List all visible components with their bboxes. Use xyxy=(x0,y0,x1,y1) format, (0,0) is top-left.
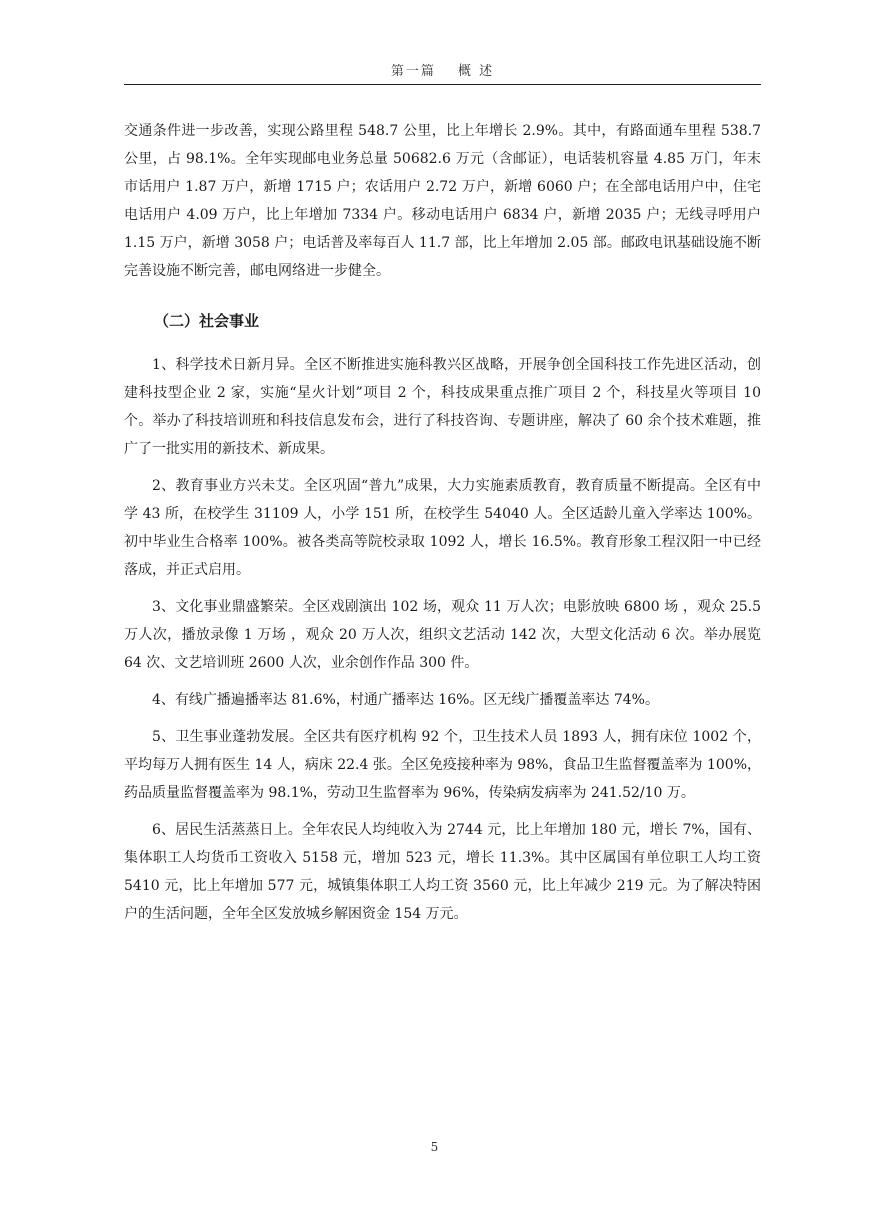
page-header xyxy=(124,62,761,85)
page-body xyxy=(124,117,761,928)
paragraph-broadcasting: 4、有线广播遍播率达 81.6%，村通广播率达 16%。区无线广播覆盖率达 74%。 xyxy=(152,692,659,708)
paragraph-health: 5、卫生事业蓬勃发展。全区共有医疗机构 92 个，卫生技术人员 1893 人，拥有床位 1002 个，平均每万人拥有医生 14 人，病床 22.4 张。全区免疫接种率为 98%，食品卫生监督覆盖率为 100%，药品质量监督覆盖率为 98.1%，劳动卫生监督率为 96%，传染病发病率为 241.52/10 万。 xyxy=(124,729,761,801)
paragraph-science: 1、科学技术日新月异。全区不断推进实施科教兴区战略，开展争创全国科技工作先进区活动，创建科技型企业 2 家，实施“星火计划”项目 2 个，科技成果重点推广项目 2 个，科技星火等项目 10 个。举办了科技培训班和科技信息发布会，进行了科技咨询、专题讲座，解决了 60 余个技术难题，推广了一批实用的新技术、新成果。 xyxy=(124,357,761,457)
header-part: 第一篇 xyxy=(390,64,436,79)
paragraph-livelihood: 6、居民生活蒸蒸日上。全年农民人均纯收入为 2744 元，比上年增加 180 元，增长 7%，国有、集体职工人均货币工资收入 5158 元，增加 523 元，增长 11.3%。其中区属国有单位职工人均工资 5410 元，比上年增加 577 元，城镇集体职工人均工资 3560 元，比上年减少 219 元。为了解决特困户的生活问题，全年全区发放城乡解困资金 154 万元。 xyxy=(124,822,761,922)
header-chapter: 概 述 xyxy=(457,64,495,79)
paragraph-education: 2、教育事业方兴未艾。全区巩固“普九”成果，大力实施素质教育，教育质量不断提高。全区有中学 43 所，在校学生 31109 人，小学 151 所，在校学生 54040 人。全区适龄儿童入学率达 100%。初中毕业生合格率 100%。被各类高等院校录取 1092 人，增长 16.5%。教育形象工程汉阳一中已经落成，并正式启用。 xyxy=(124,478,761,578)
paragraph-culture: 3、文化事业鼎盛繁荣。全区戏剧演出 102 场，观众 11 万人次；电影放映 6800 场 ，观众 25.5 万人次，播放录像 1 万场 ，观众 20 万人次，组织文艺活动 142 次，大型文化活动 6 次。举办展览 64 次、文艺培训班 2600 人次，业余创作作品 300 件。 xyxy=(124,599,761,671)
page-number: 5 xyxy=(430,1140,439,1154)
section-title: （二）社会事业 xyxy=(154,312,260,330)
intro-paragraph: 交通条件进一步改善，实现公路里程 548.7 公里，比上年增长 2.9%。其中，有路面通车里程 538.7 公里，占 98.1%。全年实现邮电业务总量 50682.6 万元（含邮证），电话装机容量 4.85 万门，年末市话用户 1.87 万户，新增 1715 户；农话用户 2.72 万户，新增 6060 户；在全部电话用户中，住宅电话用户 4.09 万户，比上年增加 7334 户。移动电话用户 6834 户，新增 2035 户；无线寻呼用户 1.15 万户，新增 3058 户；电话普及率每百人 11.7 部，比上年增加 2.05 部。邮政电讯基础设施不断完善设施不断完善，邮电网络进一步健全。 xyxy=(124,123,761,279)
